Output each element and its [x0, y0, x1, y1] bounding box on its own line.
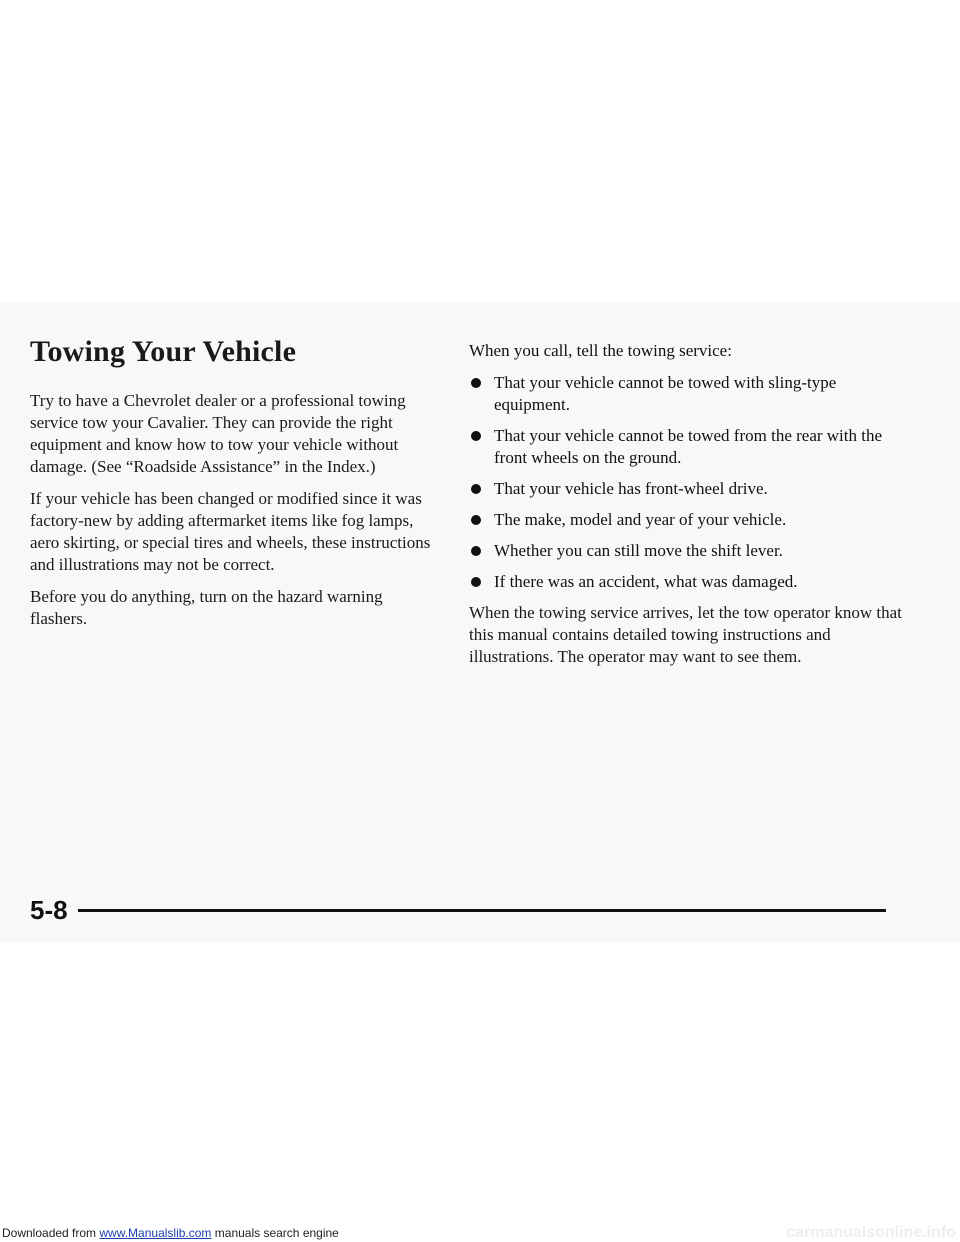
list-item [469, 372, 909, 416]
bullet-icon [471, 577, 481, 587]
bullet-icon [471, 484, 481, 494]
closing-paragraph: When the towing service arrives, let the tow operator know that this manual contains detailed towing instructions and illustrations. The operator may want to see them. [469, 603, 902, 666]
bullet-icon [471, 431, 481, 441]
list-item [469, 425, 909, 469]
bullet-icon [471, 546, 481, 556]
list-item [469, 478, 909, 500]
footer-prefix: Downloaded from [2, 1226, 100, 1240]
list-item-text: That your vehicle cannot be towed from the rear with the front wheels on the ground. [494, 426, 883, 467]
modification-paragraph: If your vehicle has been changed or modified since it was factory-new by adding aftermarket items like fog lamps, aero skirting, or special tires and wheels, these instructions and illustrations may not be correct. [30, 489, 431, 574]
hazard-paragraph: Before you do anything, turn on the hazard warning flashers. [30, 587, 383, 628]
list-item [469, 571, 909, 593]
list-item-text: If there was an accident, what was damaged. [494, 572, 798, 591]
list-item-text: That your vehicle has front-wheel drive. [494, 479, 768, 498]
call-intro: When you call, tell the towing service: [469, 341, 732, 360]
page-number: 5-8 [30, 895, 68, 925]
download-footer [0, 1224, 960, 1242]
bullet-icon [471, 378, 481, 388]
list-item [469, 509, 909, 531]
page-title: Towing Your Vehicle [30, 335, 297, 368]
list-item-text: That your vehicle cannot be towed with sling-type equipment. [494, 373, 837, 414]
list-item-text: The make, model and year of your vehicle. [494, 510, 787, 529]
footer-rule [78, 909, 886, 912]
footer-source [2, 1224, 339, 1242]
manualslib-link[interactable]: www.Manualslib.com [99, 1226, 212, 1240]
right-column [469, 340, 909, 678]
list-item-text: Whether you can still move the shift lever. [494, 541, 783, 560]
bullet-list [469, 372, 909, 593]
watermark: carmanualsonline.info [786, 1224, 956, 1241]
left-column [30, 336, 440, 640]
intro-paragraph: Try to have a Chevrolet dealer or a professional towing service tow your Cavalier. They can provide the right equipment and know how to tow your vehicle without damage. (See “Roadside Assistance” in the Index.) [30, 391, 406, 476]
bullet-icon [471, 515, 481, 525]
footer-suffix: manuals search engine [211, 1226, 339, 1240]
list-item [469, 540, 909, 562]
